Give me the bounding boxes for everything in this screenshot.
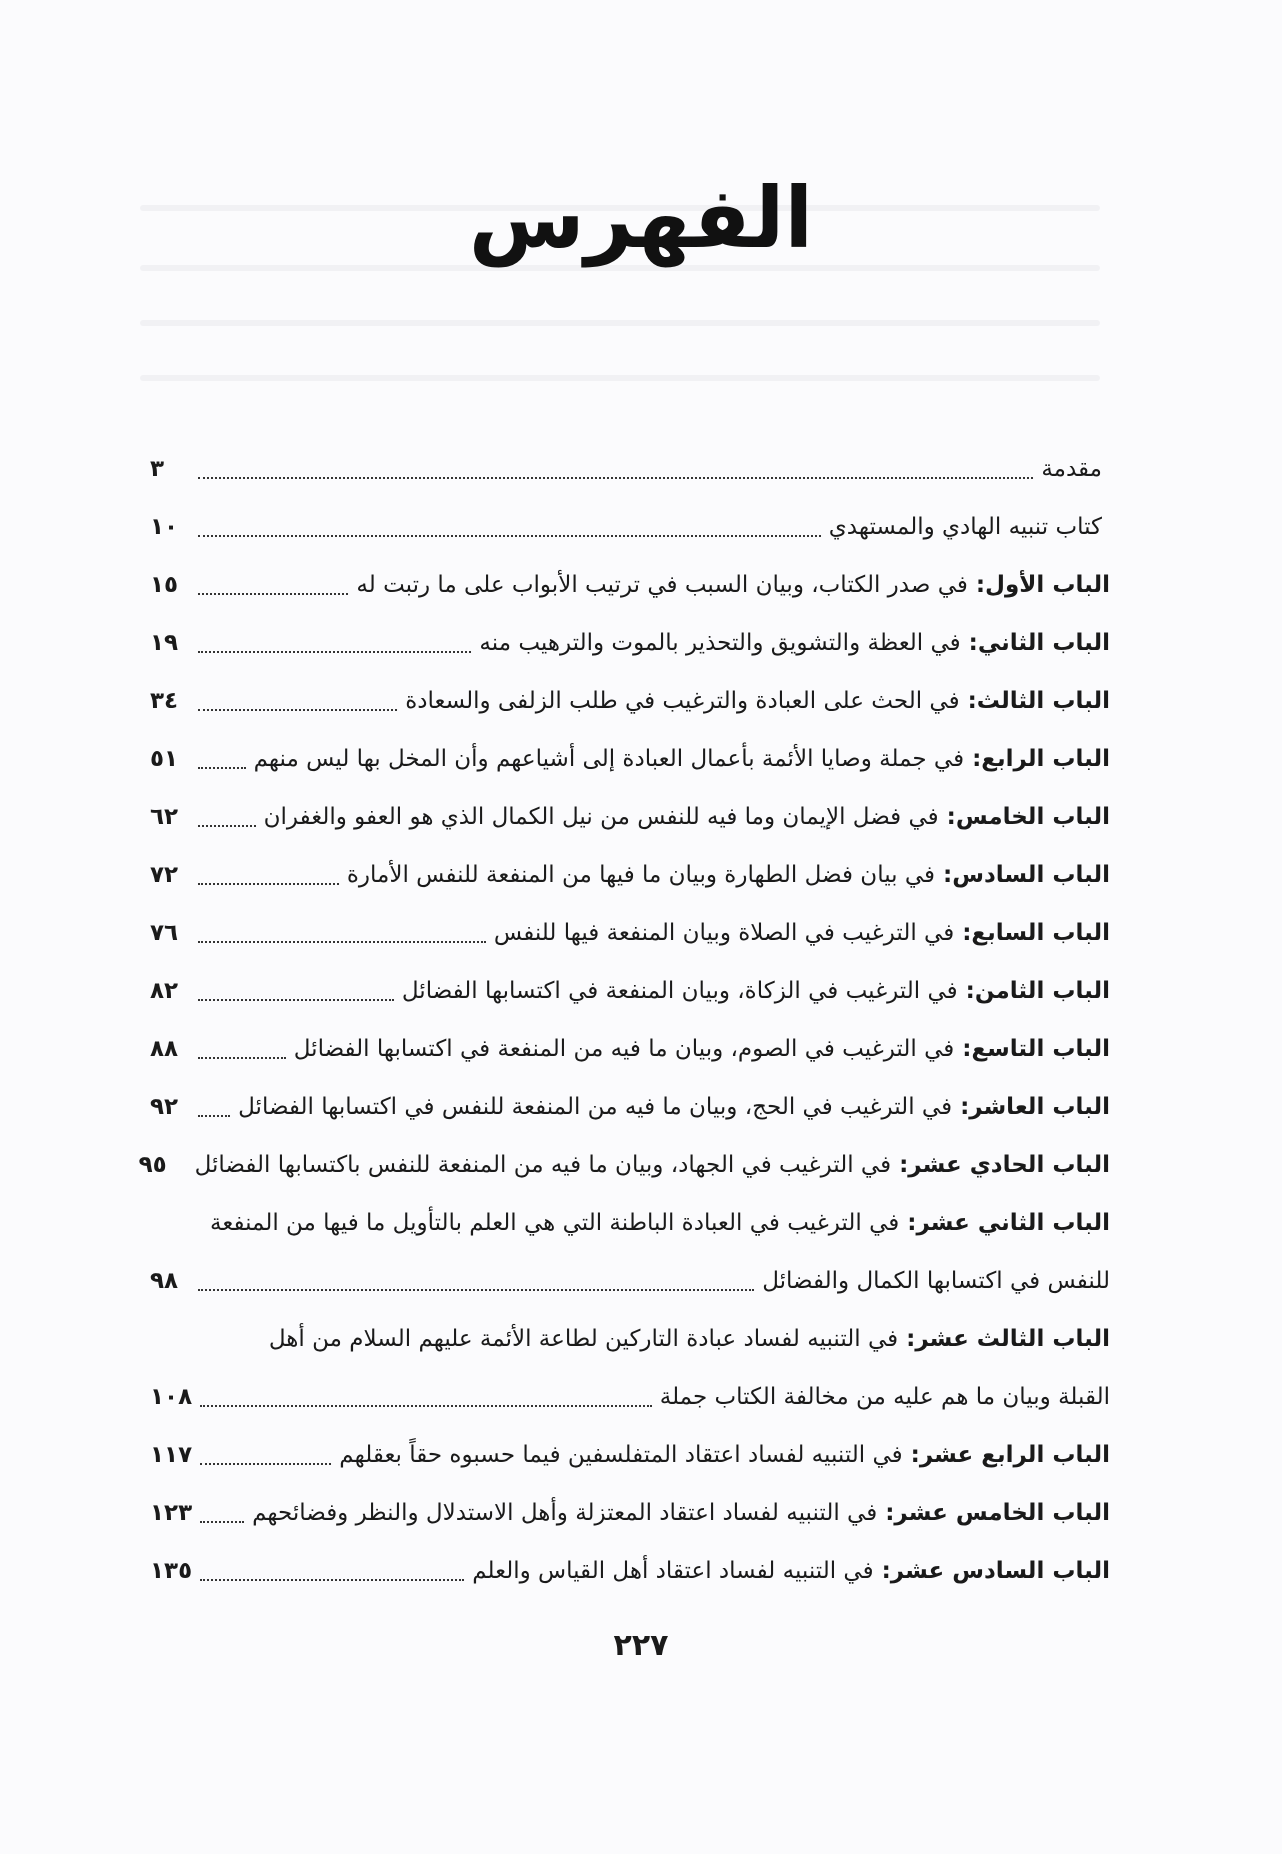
dot-leader	[198, 650, 471, 653]
entry-page-number: ٩٨	[150, 1268, 179, 1294]
entry-page-number: ٨٨	[150, 1036, 179, 1062]
toc-entry	[150, 730, 1110, 788]
toc-entry	[150, 1078, 1110, 1136]
entry-page-number: ٥١	[150, 746, 179, 772]
entry-page-number: ١٥	[150, 572, 179, 598]
page-number: ٢٢٧	[613, 1628, 669, 1663]
entry-text: في الترغيب في الصلاة وبيان المنفعة فيها للنفس	[493, 920, 955, 946]
entry-text: في الحث على العبادة والترغيب في طلب الزلفى والسعادة	[405, 688, 960, 714]
entry-page-number: ٨٢	[150, 978, 179, 1004]
entry-page-number: ١٣٥	[150, 1558, 193, 1584]
entry-label: الباب الثامن:	[965, 978, 1110, 1004]
toc-entry	[150, 1484, 1110, 1542]
entry-page-number: ١٢٣	[150, 1500, 193, 1526]
entry-label: الباب الثاني:	[968, 630, 1110, 656]
toc-entry	[150, 614, 1110, 672]
toc-entry-wrapped	[150, 1194, 1110, 1310]
entry-line-2	[150, 1368, 1110, 1426]
dot-leader	[198, 534, 821, 537]
entry-page-number: ٩٢	[150, 1094, 179, 1120]
toc-entry	[150, 788, 1110, 846]
entry-text: في العظة والتشويق والتحذير بالموت والترهيب منه	[479, 630, 961, 656]
entry-text: في جملة وصايا الأئمة بأعمال العبادة إلى أشياعهم وأن المخل بها ليس منهم	[253, 746, 965, 772]
entry-page-number: ٧٢	[150, 862, 179, 888]
toc-entry	[150, 904, 1110, 962]
dot-leader	[198, 882, 339, 885]
entry-text: في بيان فضل الطهارة وبيان ما فيها من المنفعة للنفس الأمارة	[346, 862, 936, 888]
page-title: الفهرس	[468, 169, 814, 267]
entry-text: في التنبيه لفساد عبادة التاركين لطاعة الأئمة عليهم السلام من أهل	[268, 1326, 899, 1352]
entry-label: الباب الأول:	[975, 572, 1110, 598]
entry-page-number: ٩٥	[138, 1152, 167, 1178]
entry-label: الباب السابع:	[962, 920, 1110, 946]
entry-text: في التنبيه لفساد اعتقاد أهل القياس والعلم	[472, 1558, 874, 1584]
dot-leader	[200, 1462, 331, 1465]
entry-text: في التنبيه لفساد اعتقاد المتفلسفين فيما حسبوه حقاً بعقلهم	[339, 1442, 903, 1468]
entry-line-1	[150, 1194, 1110, 1252]
dot-leader	[198, 1114, 230, 1117]
entry-text: مقدمة	[1041, 456, 1102, 482]
show-through-line	[140, 320, 1100, 326]
entry-label: الباب الحادي عشر:	[899, 1152, 1110, 1178]
dot-leader	[198, 708, 397, 711]
entry-page-number: ١٠٨	[150, 1384, 193, 1410]
entry-page-number: ٧٦	[150, 920, 179, 946]
entry-text: في الترغيب في العبادة الباطنة التي هي العلم بالتأويل ما فيها من المنفعة	[210, 1210, 900, 1236]
toc-entry	[150, 846, 1110, 904]
entry-page-number: ٣	[150, 456, 165, 482]
dot-leader	[198, 998, 394, 1001]
entry-page-number: ٦٢	[150, 804, 179, 830]
entry-text: في الترغيب في الحج، وبيان ما فيه من المنفعة للنفس في اكتسابها الفضائل	[238, 1094, 953, 1120]
entry-text-continued: للنفس في اكتسابها الكمال والفضائل	[762, 1268, 1110, 1294]
entry-line-2	[150, 1252, 1110, 1310]
dot-leader	[200, 1404, 652, 1407]
toc-entry-wrapped	[150, 1310, 1110, 1426]
entry-text: في صدر الكتاب، وبيان السبب في ترتيب الأبواب على ما رتبت له	[356, 572, 968, 598]
entry-label: الباب الثاني عشر:	[907, 1210, 1110, 1236]
entry-label: الباب العاشر:	[960, 1094, 1110, 1120]
entry-label: الباب الثالث عشر:	[906, 1326, 1110, 1352]
toc-entry	[150, 498, 1110, 556]
dot-leader	[198, 1288, 754, 1291]
entry-page-number: ٣٤	[150, 688, 179, 714]
entry-text: في الترغيب في الجهاد، وبيان ما فيه من المنفعة للنفس باكتسابها الفضائل	[194, 1152, 892, 1178]
entry-label: الباب الرابع:	[972, 746, 1110, 772]
dot-leader	[200, 1578, 464, 1581]
dot-leader	[200, 1520, 244, 1523]
entry-page-number: ١١٧	[150, 1442, 193, 1468]
toc-entry	[150, 1020, 1110, 1078]
entry-label: الباب الثالث:	[967, 688, 1110, 714]
entry-text: في الترغيب في الصوم، وبيان ما فيه من المنفعة في اكتسابها الفضائل	[293, 1036, 955, 1062]
dot-leader	[198, 940, 486, 943]
entry-page-number: ١٩	[150, 630, 179, 656]
entry-label: الباب السادس:	[943, 862, 1110, 888]
toc-entry	[150, 440, 1110, 498]
dot-leader	[198, 592, 348, 595]
toc-entry	[150, 1426, 1110, 1484]
entry-page-number: ١٠	[150, 514, 179, 540]
dot-leader	[198, 1056, 286, 1059]
toc-entry	[150, 556, 1110, 614]
table-of-contents	[138, 440, 1110, 1600]
entry-text: كتاب تنبيه الهادي والمستهدي	[828, 514, 1102, 540]
entry-text-continued: القبلة وبيان ما هم عليه من مخالفة الكتاب جملة	[659, 1384, 1110, 1410]
entry-label: الباب الخامس:	[946, 804, 1110, 830]
entry-label: الباب السادس عشر:	[881, 1558, 1110, 1584]
entry-label: الباب الخامس عشر:	[885, 1500, 1110, 1526]
dot-leader	[198, 476, 1033, 479]
entry-text: في فضل الإيمان وما فيه للنفس من نيل الكمال الذي هو العفو والغفران	[263, 804, 939, 830]
entry-label: الباب التاسع:	[962, 1036, 1110, 1062]
entry-text: في الترغيب في الزكاة، وبيان المنفعة في اكتسابها الفضائل	[401, 978, 958, 1004]
toc-entry	[150, 1542, 1110, 1600]
entry-label: الباب الرابع عشر:	[910, 1442, 1110, 1468]
toc-entry	[150, 962, 1110, 1020]
show-through-line	[140, 375, 1100, 381]
entry-text: في التنبيه لفساد اعتقاد المعتزلة وأهل الاستدلال والنظر وفضائحهم	[252, 1500, 878, 1526]
toc-entry	[138, 1136, 1110, 1194]
dot-leader	[198, 824, 256, 827]
entry-line-1	[150, 1310, 1110, 1368]
toc-entry	[150, 672, 1110, 730]
dot-leader	[198, 766, 246, 769]
